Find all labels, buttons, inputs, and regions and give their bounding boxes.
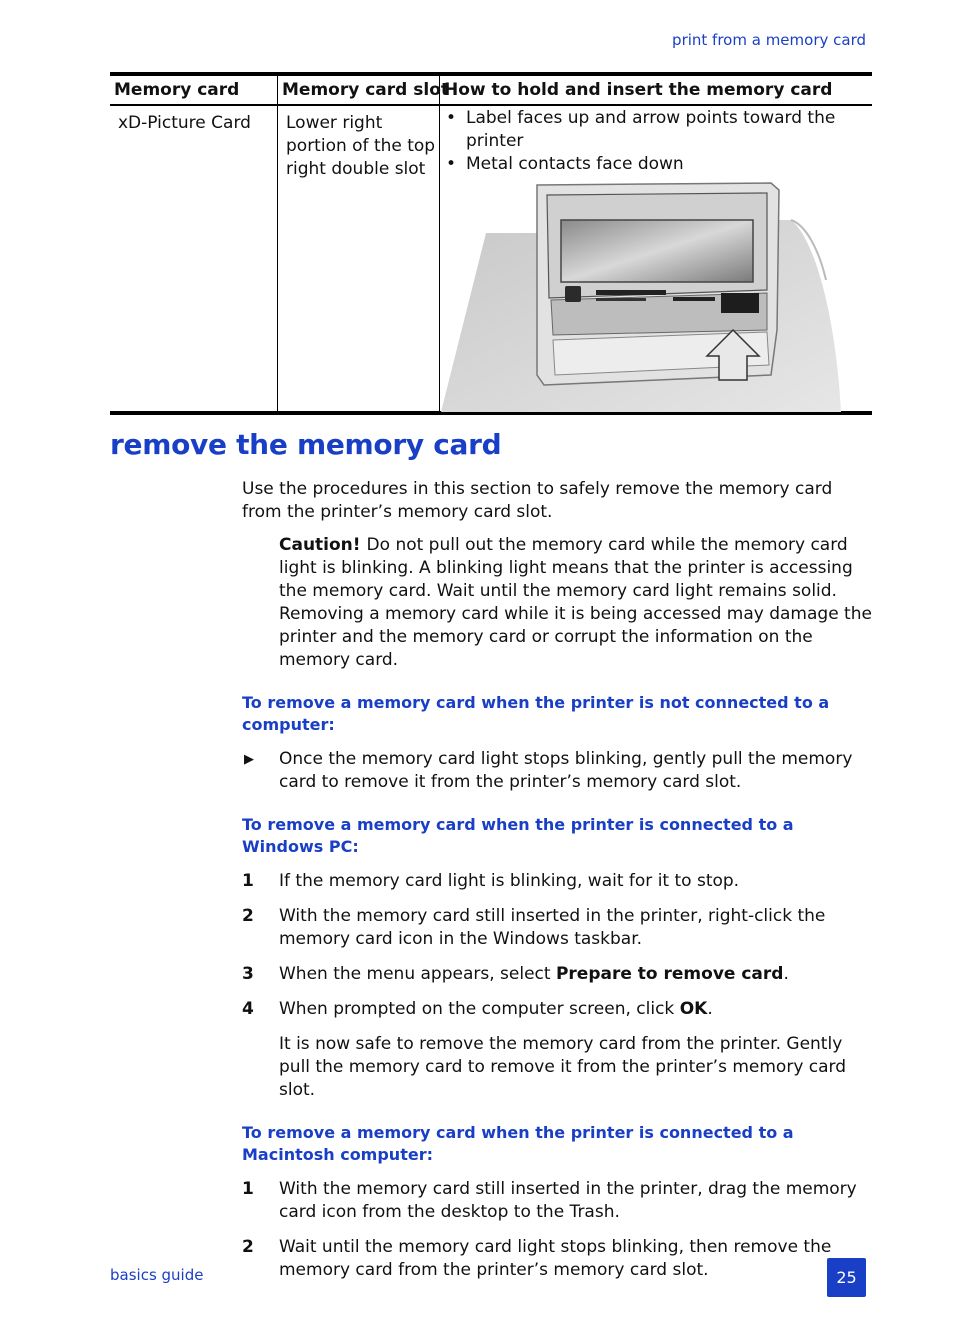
column-header-slot: Memory card slot xyxy=(282,80,449,100)
step-text: With the memory card still inserted in the printer, drag the memory card icon from the desktop to the Trash. xyxy=(279,1179,857,1222)
step-item xyxy=(242,905,872,951)
step-item xyxy=(242,1236,872,1282)
step-text: If the memory card light is blinking, wait for it to stop. xyxy=(279,871,740,891)
caution-label: Caution! xyxy=(279,535,361,555)
column-header-memory-card: Memory card xyxy=(114,80,240,100)
step-emphasis: OK xyxy=(679,999,708,1019)
step-text-end: . xyxy=(707,999,713,1019)
cell-slot-location: Lower right portion of the top right double slot xyxy=(286,113,436,179)
intro-paragraph: Use the procedures in this section to safely remove the memory card from the printer’s memory card slot. xyxy=(242,479,833,522)
page-number-badge: 25 xyxy=(827,1258,866,1297)
step-item xyxy=(242,1178,872,1224)
step-number: 1 xyxy=(242,871,254,891)
procedure-bullet xyxy=(242,748,872,794)
printer-slot-illustration xyxy=(441,180,871,412)
step-number: 2 xyxy=(242,906,254,926)
column-divider xyxy=(439,76,440,411)
procedure-title: To remove a memory card when the printer is connected to a Windows PC: xyxy=(242,815,794,856)
running-header: print from a memory card xyxy=(672,31,866,49)
section-body xyxy=(242,478,872,1294)
step-number: 4 xyxy=(242,999,254,1019)
step-text: With the memory card still inserted in the printer, right-click the memory card icon in the Windows taskbar. xyxy=(279,906,826,949)
step-number: 3 xyxy=(242,964,254,984)
step-item xyxy=(242,870,872,893)
caution-text: Do not pull out the memory card while the memory card light is blinking. A blinking light means that the printer is accessing the memory card. Wait until the memory card light remains solid. Removing a memory card while it is being accessed may damage the printer and the memory card or corrupt the information on the memory card. xyxy=(279,535,872,670)
step-item xyxy=(242,963,872,986)
memory-card-table xyxy=(110,72,872,415)
column-header-how-to-insert: How to hold and insert the memory card xyxy=(444,80,833,100)
procedure-title: To remove a memory card when the printer is not connected to a computer: xyxy=(242,693,830,734)
footer-guide-name: basics guide xyxy=(110,1266,204,1284)
step-number: 2 xyxy=(242,1237,254,1257)
instruction-item: • Metal contacts face down xyxy=(466,153,869,176)
triangle-bullet-icon: ▶ xyxy=(244,752,254,767)
bullet-text: Once the memory card light stops blinking, gently pull the memory card to remove it from the printer’s memory card slot. xyxy=(279,749,853,792)
cell-card-type: xD-Picture Card xyxy=(118,113,251,133)
step-emphasis: Prepare to remove card xyxy=(555,964,784,984)
step-item xyxy=(242,998,872,1021)
procedure-title: To remove a memory card when the printer is connected to a Macintosh computer: xyxy=(242,1123,794,1164)
step-text: When prompted on the computer screen, click xyxy=(279,999,680,1019)
section-title: remove the memory card xyxy=(110,428,502,461)
column-divider xyxy=(277,76,278,411)
caution-note xyxy=(279,534,872,672)
instruction-item: • Label faces up and arrow points toward the printer xyxy=(466,107,869,153)
step-text: When the menu appears, select xyxy=(279,964,556,984)
table-header-rule xyxy=(110,104,872,106)
procedure-note: It is now safe to remove the memory card from the printer. Gently pull the memory card to remove it from the printer’s memory card slot. xyxy=(279,1034,847,1100)
step-text: Wait until the memory card light stops blinking, then remove the memory card from the printer’s memory card slot. xyxy=(279,1237,832,1280)
cell-instructions xyxy=(444,107,869,176)
step-number: 1 xyxy=(242,1179,254,1199)
step-text-end: . xyxy=(783,964,789,984)
